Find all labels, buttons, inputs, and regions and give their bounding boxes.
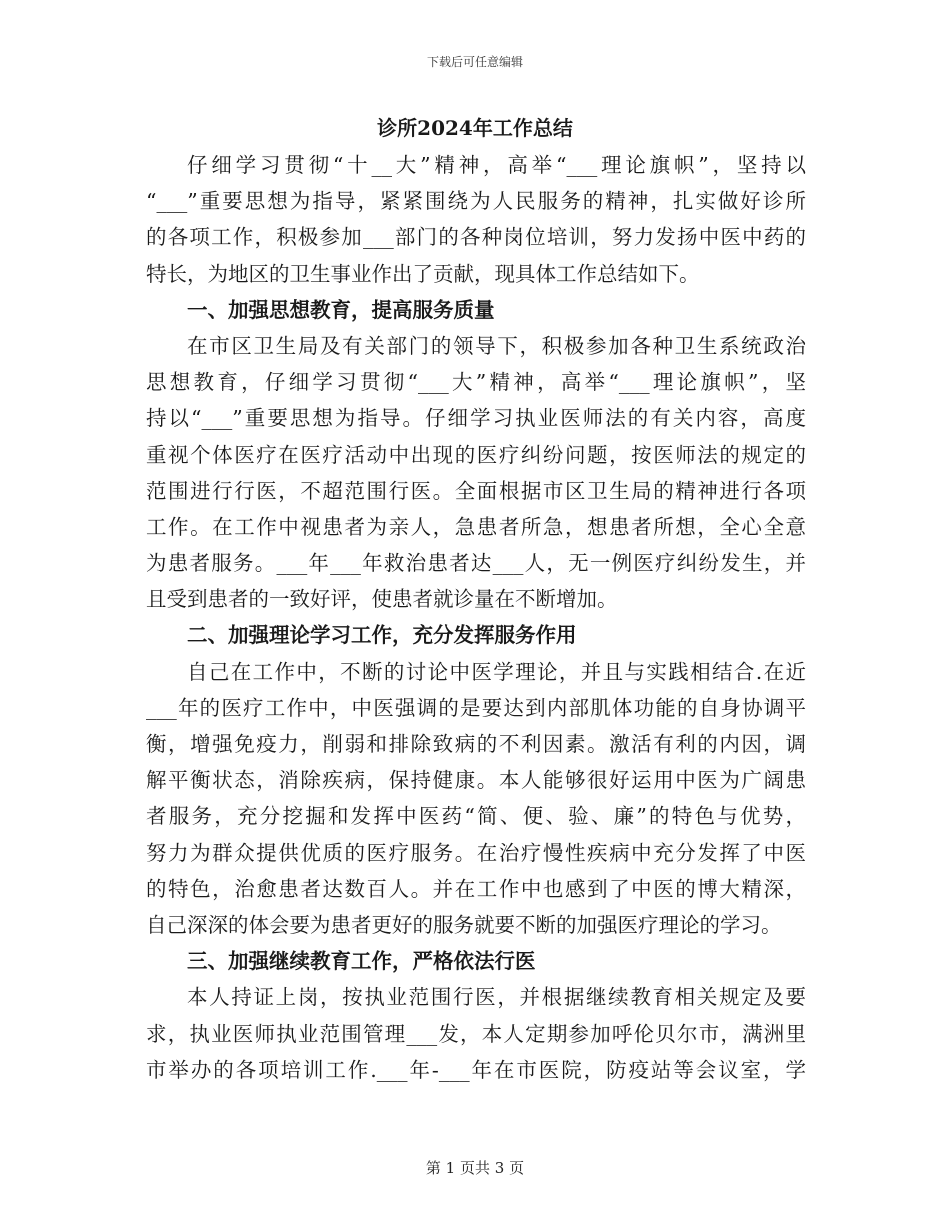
header-note: 下载后可任意编辑	[426, 55, 523, 69]
body-line: 持以“___”重要思想为指导。仔细学习执业医师法的有关内容，高度	[146, 406, 806, 431]
body-line: ___年的医疗工作中，中医强调的是要达到内部肌体功能的自身协调平	[146, 695, 806, 720]
body-line: 范围进行行医，不超范围行医。全面根据市区卫生局的精神进行各项	[146, 478, 806, 503]
body-line: 工作。在工作中视患者为亲人，急患者所急，想患者所想，全心全意	[146, 514, 806, 539]
body-line: 解平衡状态，消除疾病，保持健康。本人能够很好运用中医为广阔患	[146, 768, 806, 793]
body-line: 衡，增强免疫力，削弱和排除致病的不利因素。激活有利的内因，调	[146, 732, 806, 756]
document-title: 诊所2024年工作总结	[377, 116, 573, 140]
document-body	[146, 147, 806, 1088]
section-heading: 三、加强继续教育工作，严格依法行医	[187, 949, 536, 974]
body-line: 者服务，充分挖掘和发挥中医药“简、便、验、廉”的特色与优势，	[146, 804, 806, 829]
body-line: 的各项工作，积极参加___部门的各种岗位培训，努力发扬中医中药的	[146, 225, 806, 250]
body-line: 仔细学习贯彻“十__大”精神，高举“___理论旗帜”，坚持以	[187, 153, 806, 177]
body-line: 努力为群众提供优质的医疗服务。在治疗慢性疾病中充分发挥了中医	[146, 840, 806, 865]
body-line: 特长，为地区的卫生事业作出了贡献，现具体工作总结如下。	[146, 261, 700, 286]
section-heading: 二、加强理论学习工作，充分发挥服务作用	[187, 623, 577, 648]
body-line: 本人持证上岗，按执业范围行医，并根据继续教育相关规定及要	[187, 985, 806, 1010]
body-line: 且受到患者的一致好评，使患者就诊量在不断增加。	[146, 587, 618, 612]
body-line: 自己在工作中，不断的讨论中医学理论，并且与实践相结合.在近	[187, 659, 806, 684]
body-line: 的特色，治愈患者达数百人。并在工作中也感到了中医的博大精深，	[146, 876, 806, 901]
body-line: 为患者服务。___年___年救治患者达___人，无一例医疗纠纷发生，并	[146, 551, 806, 576]
body-line: 重视个体医疗在医疗活动中出现的医疗纠纷问题，按医师法的规定的	[146, 442, 806, 467]
body-line: 市举办的各项培训工作.___年-___年在市医院，防疫站等会议室，学	[146, 1057, 806, 1082]
body-line: “___”重要思想为指导，紧紧围绕为人民服务的精神，扎实做好诊所	[146, 189, 806, 214]
body-line: 求，执业医师执业范围管理___发，本人定期参加呼伦贝尔市，满洲里	[146, 1021, 806, 1046]
page-footer: 第 1 页共 3 页	[425, 1159, 525, 1177]
section-heading: 一、加强思想教育，提高服务质量	[187, 297, 495, 322]
body-line: 在市区卫生局及有关部门的领导下，积极参加各种卫生系统政治	[187, 333, 806, 358]
body-line: 自己深深的体会要为患者更好的服务就要不断的加强医疗理论的学习。	[146, 912, 782, 937]
body-line: 思想教育，仔细学习贯彻“___大”精神，高举“___理论旗帜”，坚	[146, 370, 806, 395]
